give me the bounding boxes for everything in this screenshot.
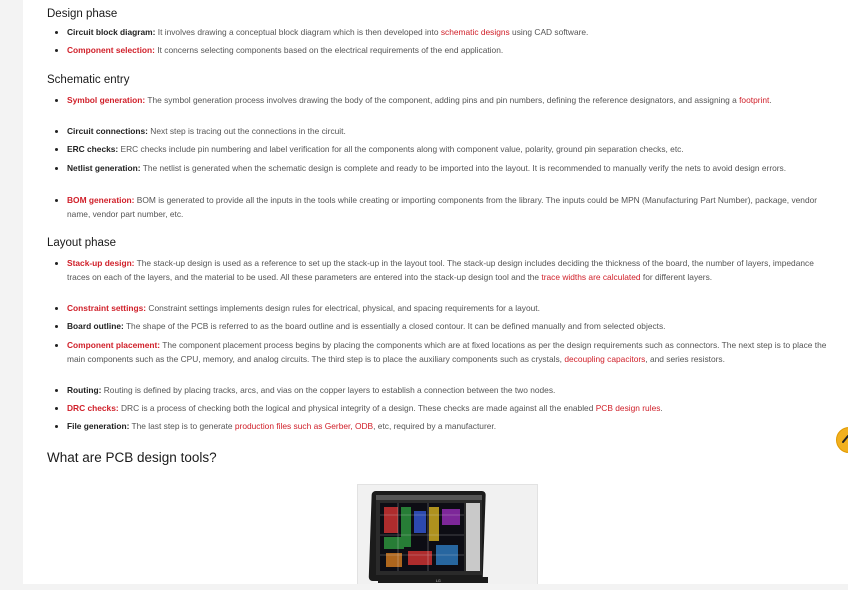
term-label: Circuit connections:: [67, 126, 148, 136]
production-files-link[interactable]: production files such as Gerber, ODB: [234, 421, 374, 431]
heading-layout-phase: Layout phase: [47, 237, 117, 249]
list-item: Circuit connections: Next step is tracing out the connections in the circuit.: [67, 124, 831, 138]
heading-pcb-design-tools: What are PCB design tools?: [47, 450, 217, 465]
list-item: Component selection: It concerns selecting components based on the electrical requirements of the end application.: [67, 43, 831, 57]
list-item: Stack-up design: The stack-up design is used as a reference to set up the stack-up in the layout tool. The stack-up design includes deciding the thickness of the board, the number of layers, impedance traces on each of the layers, and the material to be used. All these parameters are entered into the stack-up design tool and the trace widths are calculated for different layers.: [67, 256, 831, 284]
footprint-link[interactable]: footprint: [739, 95, 770, 105]
constraint-settings-link[interactable]: Constraint settings:: [67, 303, 147, 313]
term-label: File generation:: [67, 421, 130, 431]
list-item: Component placement: The component placement process begins by placing the components which are at fixed locations as per the design requirements such as connectors. The next step is to place the main components such as the CPU, memory, and analog circuits. The third step is to place the auxiliary components such as crystals, decoupling capacitors, and series resistors.: [67, 338, 831, 366]
term-label: ERC checks:: [67, 144, 119, 154]
pcb-design-rules-link[interactable]: PCB design rules: [595, 403, 661, 413]
drc-checks-link[interactable]: DRC checks:: [67, 403, 119, 413]
bom-generation-link[interactable]: BOM generation:: [67, 195, 135, 205]
component-selection-link[interactable]: Component selection:: [67, 45, 155, 55]
chevron-up-icon: [841, 432, 848, 446]
decoupling-capacitors-link[interactable]: decoupling capacitors: [564, 354, 646, 364]
monitor-brand-logo: LG: [436, 579, 441, 583]
term-label: Routing:: [67, 385, 102, 395]
list-item: Circuit block diagram: It involves drawing a conceptual block diagram which is then developed into schematic designs using CAD software.: [67, 25, 831, 39]
monitor-illustration: [358, 485, 539, 585]
list-item: DRC checks: DRC is a process of checking both the logical and physical integrity of a design. These checks are made against all the enabled PCB design rules.: [67, 401, 831, 415]
list-item: Constraint settings: Constraint settings implements design rules for electrical, physical, and spacing requirements for a layout.: [67, 301, 831, 315]
term-label: Circuit block diagram:: [67, 27, 156, 37]
schematic-designs-link[interactable]: schematic designs: [440, 27, 510, 37]
list-item: BOM generation: BOM is generated to provide all the inputs in the tools while creating or importing components from the library. The inputs could be MPN (Manufacturing Part Number), package, vendor name, vendor part number, etc.: [67, 193, 831, 221]
pcb-tool-monitor-image: [357, 484, 538, 584]
heading-design-phase: Design phase: [47, 8, 118, 20]
trace-widths-link[interactable]: trace widths are calculated: [541, 272, 641, 282]
symbol-generation-link[interactable]: Symbol generation:: [67, 95, 146, 105]
stack-up-design-link[interactable]: Stack-up design:: [67, 258, 135, 268]
list-item: Netlist generation: The netlist is generated when the schematic design is complete and ready to be imported into the layout. It is recommended to manually verify the nets to avoid design errors.: [67, 161, 831, 175]
component-placement-link[interactable]: Component placement:: [67, 340, 161, 350]
list-item: Routing: Routing is defined by placing tracks, arcs, and vias on the copper layers to establish a connection between the two nodes.: [67, 383, 831, 397]
list-item: Board outline: The shape of the PCB is referred to as the board outline and is essentially a closed contour. It can be defined manually and from selected objects.: [67, 319, 831, 333]
list-item: Symbol generation: The symbol generation process involves drawing the body of the component, adding pins and pin numbers, defining the reference designators, and assigning a footprint.: [67, 93, 831, 107]
list-item: ERC checks: ERC checks include pin numbering and label verification for all the components along with component value, polarity, ground pin separation checks, etc.: [67, 142, 831, 156]
term-label: Board outline:: [67, 321, 124, 331]
term-label: Netlist generation:: [67, 163, 141, 173]
list-item: File generation: The last step is to generate production files such as Gerber, ODB, etc, required by a manufacturer.: [67, 419, 831, 433]
heading-schematic-entry: Schematic entry: [47, 74, 130, 86]
